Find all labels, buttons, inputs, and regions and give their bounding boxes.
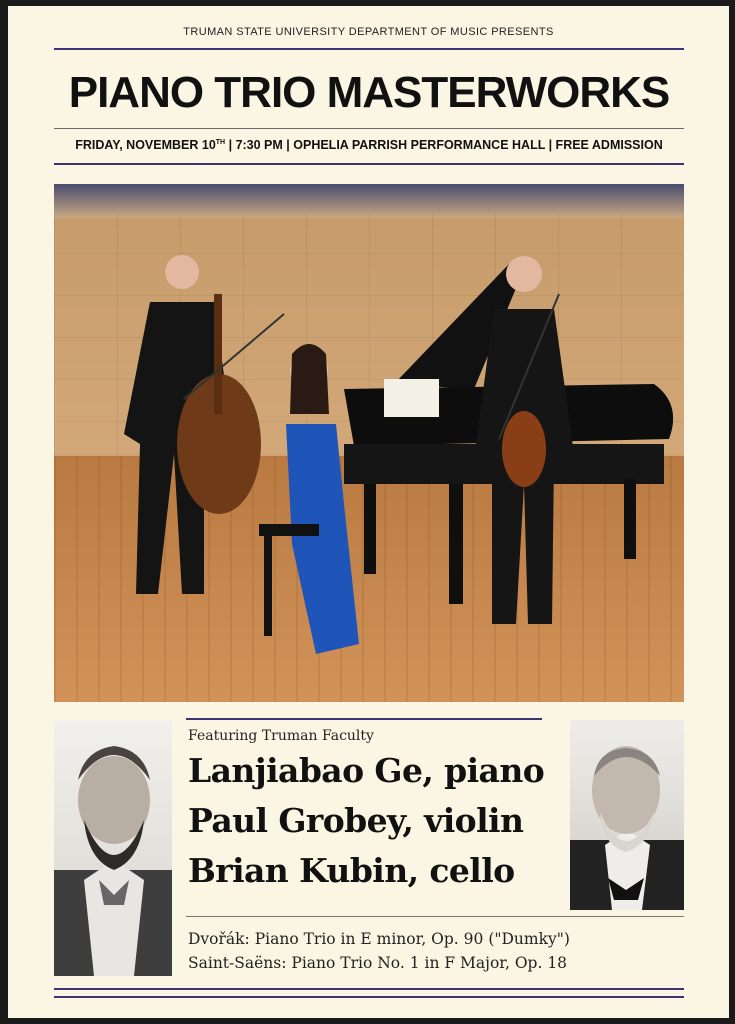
composer-portrait-icon	[570, 720, 684, 910]
program-dvorak: Dvořák: Piano Trio in E minor, Op. 90 ("Dumky")	[188, 930, 570, 948]
program-saint-saens: Saint-Saëns: Piano Trio No. 1 in F Major, Op. 18	[188, 954, 568, 972]
trio-photo	[54, 184, 684, 702]
trio-figures	[54, 184, 684, 702]
performer-cello: Brian Kubin, cello	[188, 851, 515, 890]
featuring-rule	[186, 718, 542, 720]
pianist-figure	[259, 344, 359, 654]
program-rule	[186, 916, 684, 917]
performer-violin: Paul Grobey, violin	[188, 801, 524, 840]
concert-poster	[8, 6, 729, 1018]
details-rule-top	[54, 128, 684, 129]
performer-piano: Lanjiabao Ge, piano	[188, 751, 545, 790]
event-details	[54, 138, 684, 152]
saint-saens-portrait	[570, 720, 684, 910]
header-rule-top	[54, 48, 684, 50]
details-rule-bottom	[54, 163, 684, 165]
poster-title: PIANO TRIO MASTERWORKS	[68, 68, 670, 117]
featuring-label: Featuring Truman Faculty	[188, 728, 374, 744]
presenter-line: TRUMAN STATE UNIVERSITY DEPARTMENT OF MUSIC PRESENTS	[183, 26, 554, 38]
dvorak-portrait	[54, 720, 172, 976]
cellist-figure	[124, 255, 284, 594]
event-date: FRIDAY, NOVEMBER 10	[75, 138, 216, 152]
footer-rule-bottom	[54, 996, 684, 998]
event-time-venue: | 7:30 PM | OPHELIA PARRISH PERFORMANCE HALL | FREE ADMISSION	[225, 138, 663, 152]
date-suffix: TH	[215, 138, 226, 146]
footer-rule-top	[54, 988, 684, 990]
composer-portrait-icon	[54, 720, 172, 976]
